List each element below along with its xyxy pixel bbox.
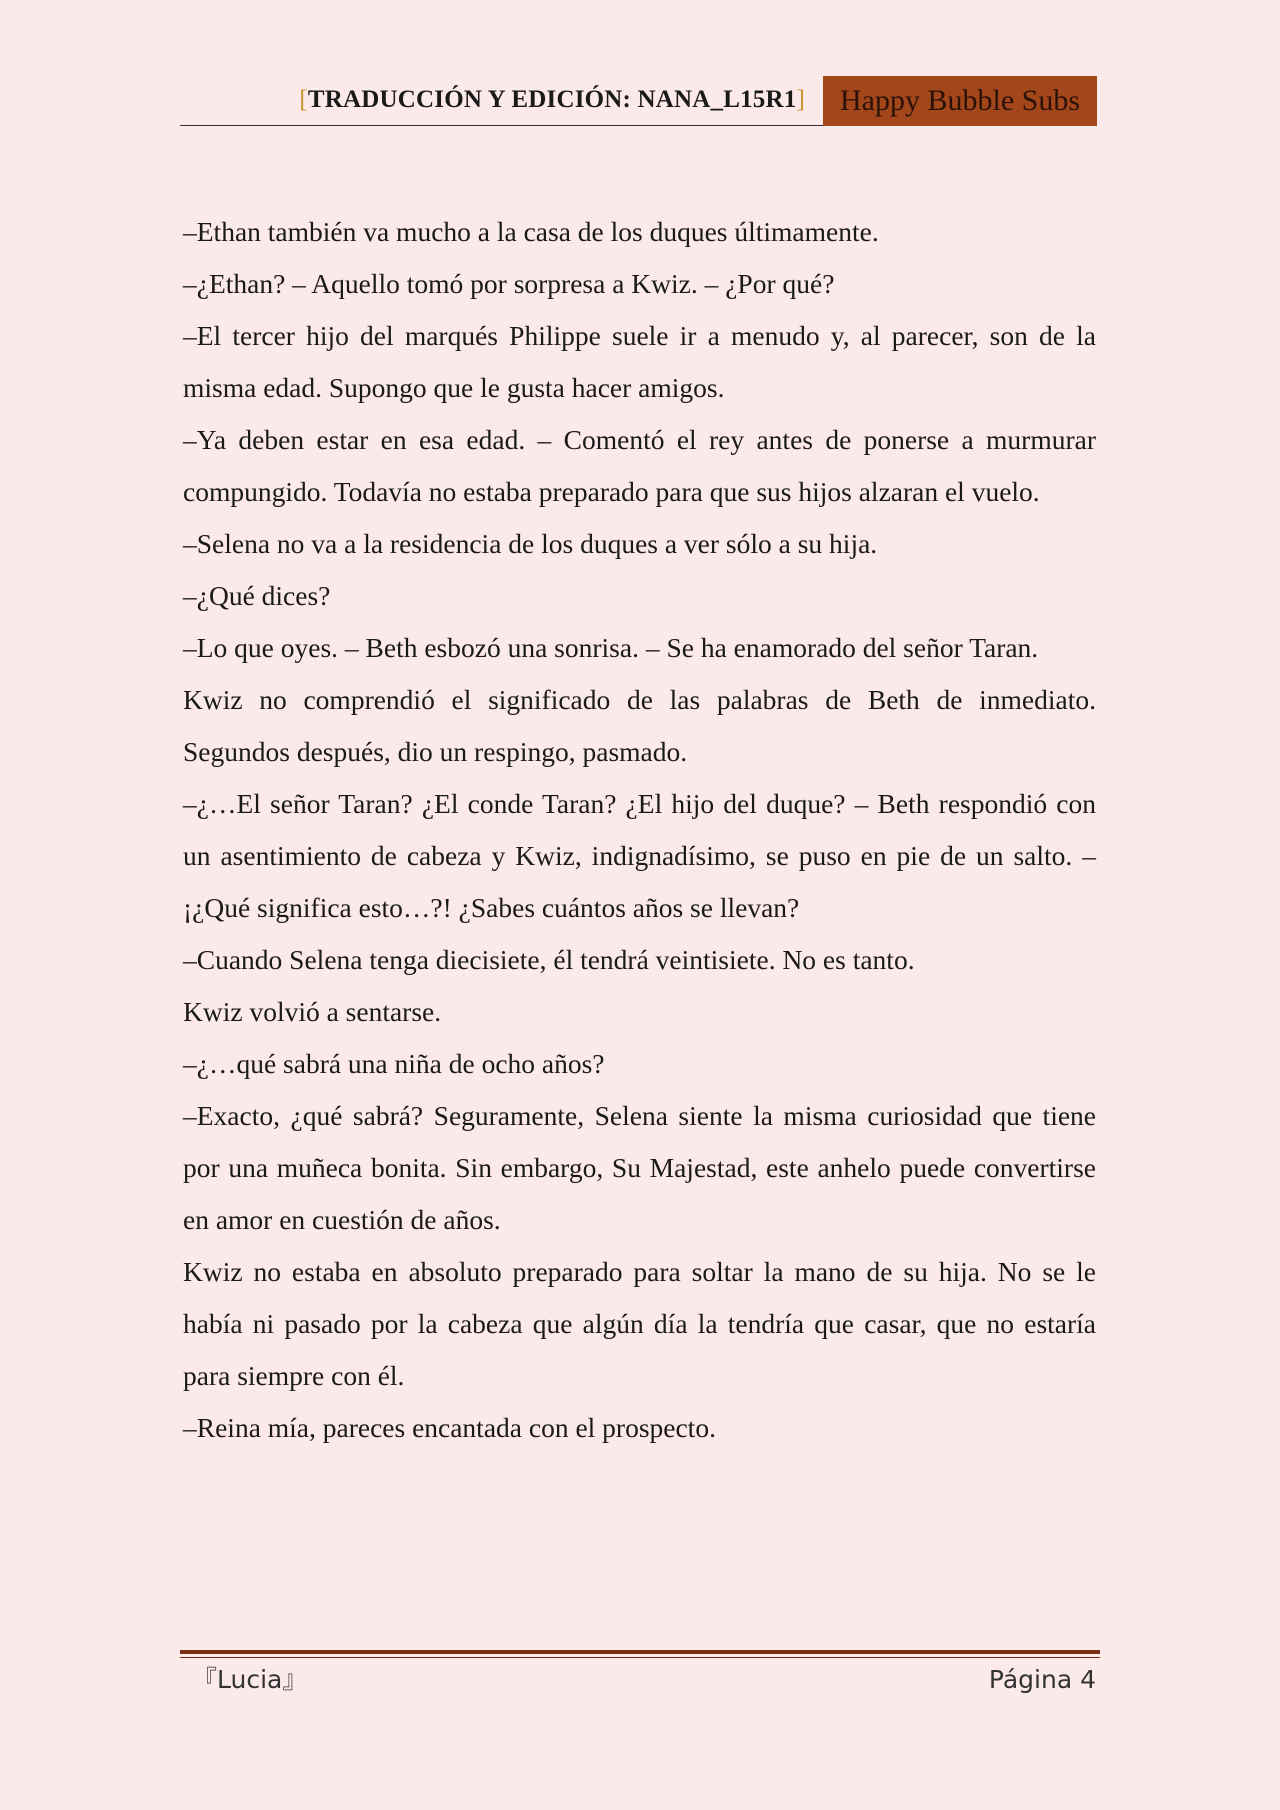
paragraph: –Reina mía, pareces encantada con el prospecto. (183, 1412, 716, 1443)
page-number: Página 4 (988, 1665, 1096, 1694)
paragraph: –¿…El señor Taran? ¿El conde Taran? ¿El hijo del duque? – Beth respondió con un asentimiento de cabeza y Kwiz, indignadísimo, se puso en pie de un salto. – ¡¿Qué significa esto…?! ¿Sabes cuántos años se llevan? (183, 788, 1096, 923)
credit-bracket-open: [ (299, 86, 308, 113)
paragraph: –Cuando Selena tenga diecisiete, él tendrá veintisiete. No es tanto. (183, 944, 915, 975)
paragraph: Kwiz volvió a sentarse. (183, 996, 442, 1027)
paragraph: –Ethan también va mucho a la casa de los duques últimamente. (183, 216, 879, 247)
paragraph: –¿Qué dices? (183, 580, 331, 611)
paragraph: Kwiz no estaba en absoluto preparado para soltar la mano de su hija. No se le había ni pasado por la cabeza que algún día la tendría que casar, que no estaría para siempre con él. (183, 1256, 1096, 1391)
translation-credit (299, 86, 805, 114)
paragraph: –¿…qué sabrá una niña de ocho años? (183, 1048, 605, 1079)
paragraph: –Selena no va a la residencia de los duques a ver sólo a su hija. (183, 528, 878, 559)
paragraph: –El tercer hijo del marqués Philippe suele ir a menudo y, al parecer, son de la misma edad. Supongo que le gusta hacer amigos. (183, 320, 1096, 403)
credit-bracket-close: ] (796, 86, 805, 113)
paragraph: –Exacto, ¿qué sabrá? Seguramente, Selena siente la misma curiosidad que tiene por una muñeca bonita. Sin embargo, Su Majestad, este anhelo puede convertirse en amor en cuestión de años. (183, 1100, 1096, 1235)
footer-rule (180, 1650, 1100, 1654)
paragraph: –Lo que oyes. – Beth esbozó una sonrisa. – Se ha enamorado del señor Taran. (183, 632, 1039, 663)
footer-rule-thin (180, 1657, 1100, 1658)
credit-text: TRADUCCIÓN Y EDICIÓN: NANA_L15R1 (307, 86, 797, 113)
paragraph: –¿Ethan? – Aquello tomó por sorpresa a Kwiz. – ¿Por qué? (183, 268, 835, 299)
paragraph: –Ya deben estar en esa edad. – Comentó el rey antes de ponerse a murmurar compungido. Todavía no estaba preparado para que sus hijos alzaran el vuelo. (183, 424, 1096, 507)
page-header (180, 76, 1097, 126)
footer-book-title: 『Lucia』 (192, 1665, 308, 1694)
page-body (183, 206, 1096, 1454)
header-rule (180, 125, 825, 126)
brand-label: Happy Bubble Subs (823, 76, 1097, 126)
paragraph: Kwiz no comprendió el significado de las palabras de Beth de inmediato. Segundos después, dio un respingo, pasmado. (183, 684, 1096, 767)
